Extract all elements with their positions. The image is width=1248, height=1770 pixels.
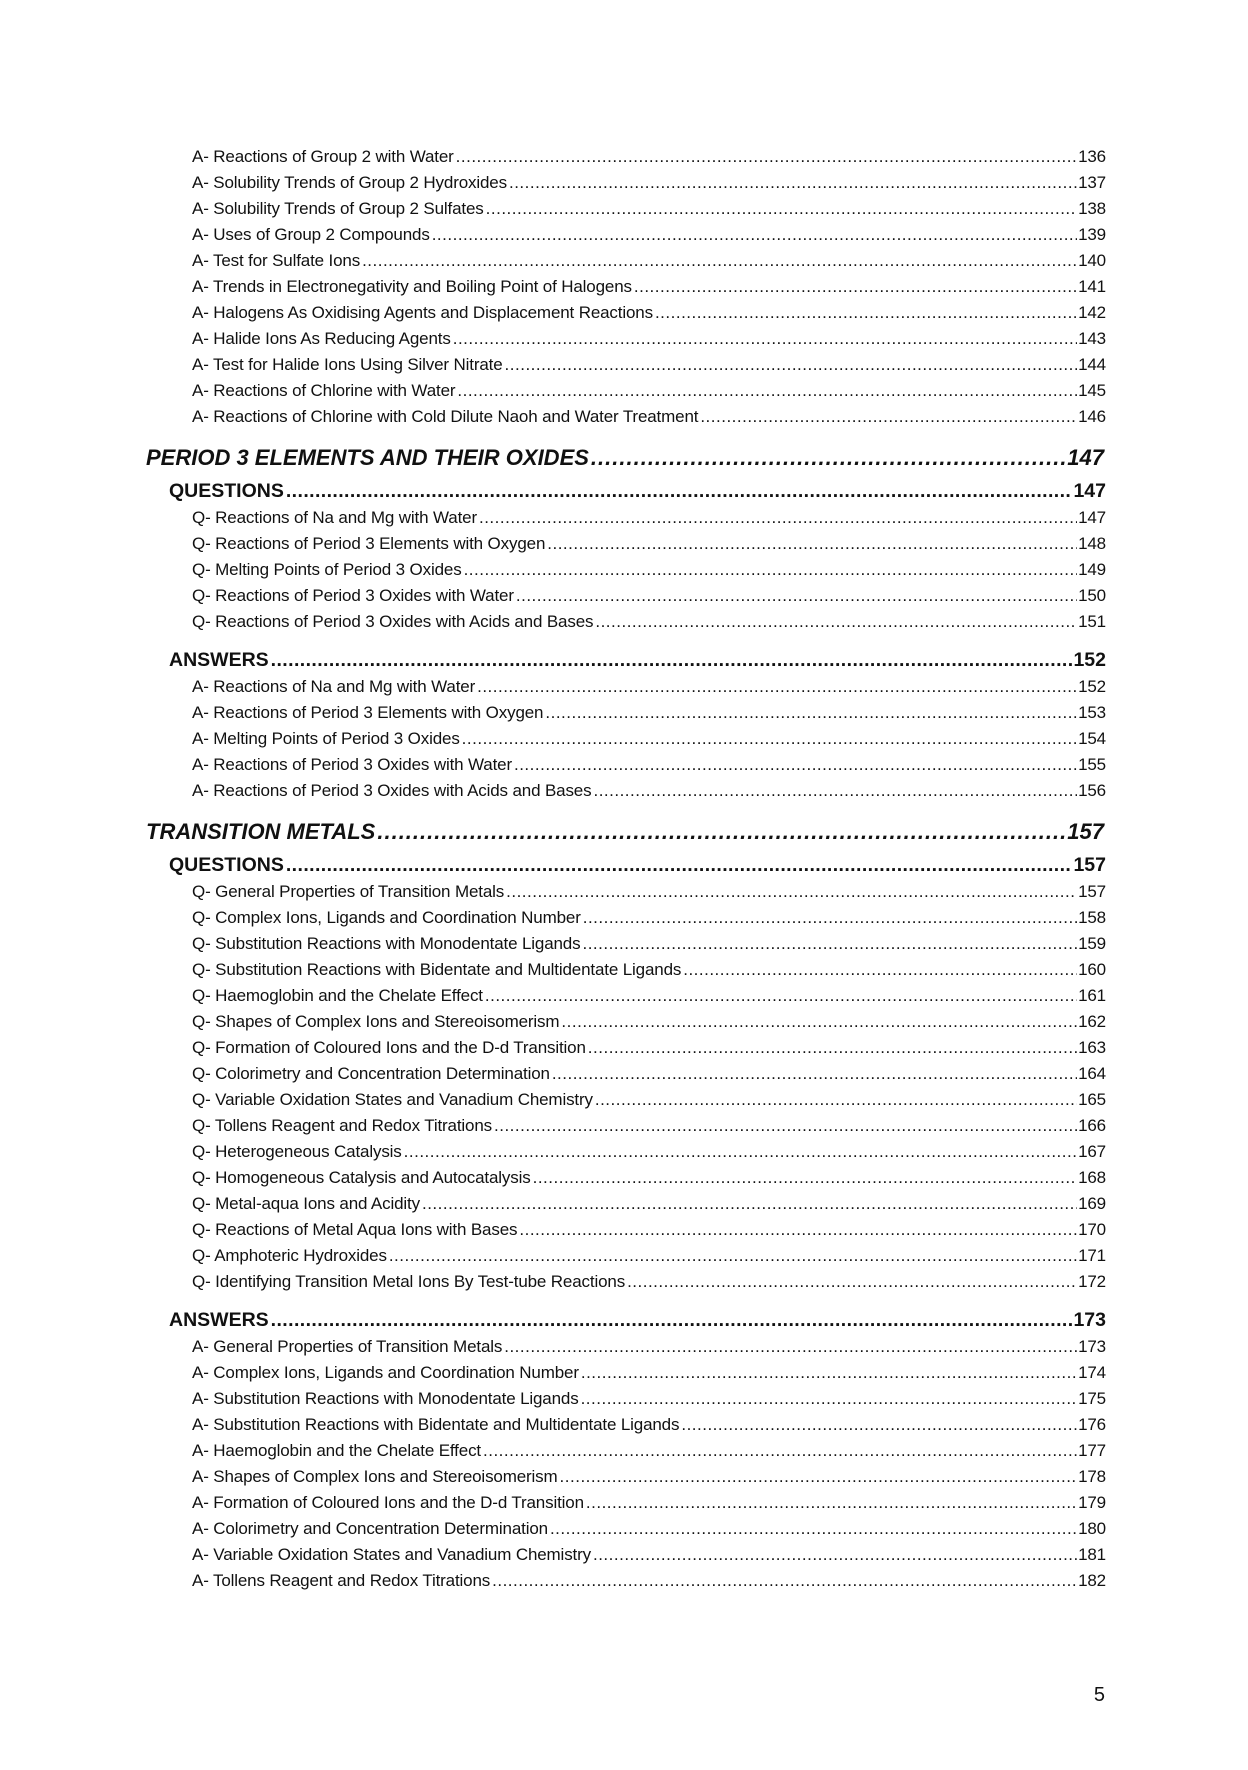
toc-entry-title: A- Uses of Group 2 Compounds bbox=[192, 225, 430, 244]
toc-entry[interactable] bbox=[146, 1412, 1106, 1438]
dot-leader bbox=[486, 196, 1077, 222]
dot-leader bbox=[456, 144, 1077, 170]
toc-section-heading-page: 152 bbox=[1073, 649, 1106, 671]
toc-entry[interactable] bbox=[146, 1568, 1106, 1594]
toc-entry-title: Q- Melting Points of Period 3 Oxides bbox=[192, 560, 462, 579]
toc-entry-page: 165 bbox=[1078, 1090, 1106, 1109]
toc-entry[interactable] bbox=[146, 557, 1106, 583]
toc-entry-title: Q- General Properties of Transition Metals bbox=[192, 882, 505, 901]
toc-entry[interactable] bbox=[146, 931, 1106, 957]
toc-entry-title: A- Reactions of Period 3 Oxides with Acids and Bases bbox=[192, 781, 592, 800]
toc-entry-page: 143 bbox=[1078, 329, 1106, 348]
toc-entry[interactable] bbox=[146, 726, 1106, 752]
dot-leader bbox=[505, 352, 1078, 378]
toc-entry-page: 146 bbox=[1078, 407, 1106, 426]
toc-entry-page: 170 bbox=[1078, 1220, 1106, 1239]
toc-entry-title: A- Variable Oxidation States and Vanadium Chemistry bbox=[192, 1545, 591, 1564]
toc-entry-page: 161 bbox=[1078, 986, 1106, 1005]
toc-entry-page: 137 bbox=[1078, 173, 1106, 192]
toc-entry-title: Q- Amphoteric Hydroxides bbox=[192, 1246, 387, 1265]
toc-entry-page: 172 bbox=[1078, 1272, 1106, 1291]
toc-entry[interactable] bbox=[146, 505, 1106, 531]
toc-entry-title: Q- Identifying Transition Metal Ions By Test-tube Reactions bbox=[192, 1272, 626, 1291]
dot-leader bbox=[681, 1412, 1077, 1438]
toc-entry-title: A- Halide Ions As Reducing Agents bbox=[192, 329, 451, 348]
toc-entry-page: 156 bbox=[1078, 781, 1106, 800]
toc-entry-title: Q- Homogeneous Catalysis and Autocatalysis bbox=[192, 1168, 531, 1187]
dot-leader bbox=[655, 300, 1077, 326]
dot-leader bbox=[516, 583, 1077, 609]
dot-leader bbox=[494, 1113, 1077, 1139]
dot-leader bbox=[700, 404, 1077, 430]
toc-entry-title: Q- Variable Oxidation States and Vanadium Chemistry bbox=[192, 1090, 593, 1109]
toc-entry-page: 167 bbox=[1078, 1142, 1106, 1161]
toc-entry-page: 138 bbox=[1078, 199, 1106, 218]
toc-entry-page: 168 bbox=[1078, 1168, 1106, 1187]
toc-chapter-heading-page: 147 bbox=[1067, 445, 1104, 470]
toc-entry-page: 151 bbox=[1078, 612, 1106, 631]
toc-section-heading[interactable] bbox=[146, 646, 1106, 674]
toc-entry-title: A- Test for Sulfate Ions bbox=[192, 251, 361, 270]
toc-entry-page: 175 bbox=[1078, 1389, 1106, 1408]
toc-entry-title: A- Substitution Reactions with Bidentate and Multidentate Ligands bbox=[192, 1415, 680, 1434]
toc-entry-page: 136 bbox=[1078, 147, 1106, 166]
dot-leader bbox=[591, 443, 1066, 473]
toc-entry-page: 162 bbox=[1078, 1012, 1106, 1031]
toc-entry-page: 163 bbox=[1078, 1038, 1106, 1057]
dot-leader bbox=[509, 170, 1077, 196]
toc-entry-page: 159 bbox=[1078, 934, 1106, 953]
toc-entry-page: 164 bbox=[1078, 1064, 1106, 1083]
dot-leader bbox=[588, 1035, 1077, 1061]
dot-leader bbox=[404, 1139, 1077, 1165]
toc-section-heading-title: QUESTIONS bbox=[169, 480, 284, 502]
toc-entry-title: A- Halogens As Oxidising Agents and Displacement Reactions bbox=[192, 303, 653, 322]
toc-entry[interactable] bbox=[146, 1386, 1106, 1412]
toc-entry-title: A- Colorimetry and Concentration Determination bbox=[192, 1519, 548, 1538]
toc-section-heading-page: 147 bbox=[1073, 480, 1106, 502]
toc-entry[interactable] bbox=[146, 170, 1106, 196]
dot-leader bbox=[477, 674, 1077, 700]
dot-leader bbox=[422, 1191, 1077, 1217]
toc-entry[interactable] bbox=[146, 879, 1106, 905]
toc-entry-page: 176 bbox=[1078, 1415, 1106, 1434]
toc-section-heading-page: 173 bbox=[1073, 1309, 1106, 1331]
toc-entry-page: 154 bbox=[1078, 729, 1106, 748]
toc-entry-page: 166 bbox=[1078, 1116, 1106, 1135]
toc-entry-title: A- Reactions of Period 3 Oxides with Water bbox=[192, 755, 512, 774]
dot-leader bbox=[464, 557, 1078, 583]
dot-leader bbox=[271, 1306, 1073, 1334]
toc-entry-title: A- Formation of Coloured Ions and the D-d Transition bbox=[192, 1493, 584, 1512]
toc-entry[interactable] bbox=[146, 778, 1106, 804]
toc-entry-page: 155 bbox=[1078, 755, 1106, 774]
dot-leader bbox=[545, 700, 1077, 726]
toc-entry-page: 141 bbox=[1078, 277, 1106, 296]
toc-entry-title: Q- Reactions of Period 3 Elements with Oxygen bbox=[192, 534, 546, 553]
toc-entry-page: 140 bbox=[1078, 251, 1106, 270]
toc-entry-title: Q- Reactions of Metal Aqua Ions with Bases bbox=[192, 1220, 518, 1239]
dot-leader bbox=[479, 505, 1077, 531]
toc-entry[interactable] bbox=[146, 1139, 1106, 1165]
toc-entry[interactable] bbox=[146, 196, 1106, 222]
dot-leader bbox=[492, 1568, 1077, 1594]
dot-leader bbox=[377, 817, 1066, 847]
toc-entry-page: 173 bbox=[1078, 1337, 1106, 1356]
toc-entry-page: 180 bbox=[1078, 1519, 1106, 1538]
toc-entry-title: Q- Substitution Reactions with Bidentate and Multidentate Ligands bbox=[192, 960, 682, 979]
toc-entry-page: 179 bbox=[1078, 1493, 1106, 1512]
toc-entry[interactable] bbox=[146, 1516, 1106, 1542]
toc-entry[interactable] bbox=[146, 1061, 1106, 1087]
dot-leader bbox=[483, 1438, 1077, 1464]
toc-entry[interactable] bbox=[146, 1009, 1106, 1035]
toc-entry-title: A- Solubility Trends of Group 2 Hydroxides bbox=[192, 173, 507, 192]
toc-entry-title: A- Reactions of Chlorine with Water bbox=[192, 381, 456, 400]
toc-entry[interactable] bbox=[146, 1243, 1106, 1269]
toc-entry-title: Q- Reactions of Period 3 Oxides with Water bbox=[192, 586, 514, 605]
toc-entry-page: 182 bbox=[1078, 1571, 1106, 1590]
toc-entry-title: A- Haemoglobin and the Chelate Effect bbox=[192, 1441, 481, 1460]
dot-leader bbox=[627, 1269, 1077, 1295]
dot-leader bbox=[552, 1061, 1077, 1087]
toc-entry[interactable] bbox=[146, 274, 1106, 300]
toc-entry-page: 174 bbox=[1078, 1363, 1106, 1382]
toc-entry[interactable] bbox=[146, 248, 1106, 274]
toc-entry-title: A- Complex Ions, Ligands and Coordination Number bbox=[192, 1363, 579, 1382]
toc-entry[interactable] bbox=[146, 983, 1106, 1009]
dot-leader bbox=[581, 1360, 1077, 1386]
toc-entry-page: 158 bbox=[1078, 908, 1106, 927]
toc-entry[interactable] bbox=[146, 1113, 1106, 1139]
toc-entry[interactable] bbox=[146, 144, 1106, 170]
toc-entry[interactable] bbox=[146, 1542, 1106, 1568]
toc-entry[interactable] bbox=[146, 1269, 1106, 1295]
dot-leader bbox=[683, 957, 1077, 983]
toc-entry-title: Q- Formation of Coloured Ions and the D-d Transition bbox=[192, 1038, 586, 1057]
dot-leader bbox=[462, 726, 1077, 752]
toc-entry-page: 150 bbox=[1078, 586, 1106, 605]
toc-entry[interactable] bbox=[146, 1217, 1106, 1243]
dot-leader bbox=[561, 1009, 1077, 1035]
toc-entry-title: Q- Reactions of Period 3 Oxides with Acids and Bases bbox=[192, 612, 594, 631]
toc-entry-page: 157 bbox=[1078, 882, 1106, 901]
toc-entry-title: A- Reactions of Na and Mg with Water bbox=[192, 677, 476, 696]
toc-entry-title: Q- Heterogeneous Catalysis bbox=[192, 1142, 402, 1161]
toc-section-heading-title: ANSWERS bbox=[169, 649, 269, 671]
toc-entry-page: 171 bbox=[1078, 1246, 1106, 1265]
toc-entry-page: 153 bbox=[1078, 703, 1106, 722]
toc-entry-page: 144 bbox=[1078, 355, 1106, 374]
toc-entry[interactable] bbox=[146, 300, 1106, 326]
toc-entry-title: Q- Substitution Reactions with Monodentate Ligands bbox=[192, 934, 581, 953]
toc-entry[interactable] bbox=[146, 1165, 1106, 1191]
dot-leader bbox=[432, 222, 1077, 248]
toc-entry[interactable] bbox=[146, 378, 1106, 404]
dot-leader bbox=[582, 931, 1077, 957]
toc-entry[interactable] bbox=[146, 1360, 1106, 1386]
page-number: 5 bbox=[1093, 1684, 1105, 1706]
toc-entry[interactable] bbox=[146, 905, 1106, 931]
dot-leader bbox=[362, 248, 1077, 274]
toc-chapter-heading-title: TRANSITION METALS bbox=[146, 819, 376, 844]
toc-entry-title: Q- Tollens Reagent and Redox Titrations bbox=[192, 1116, 493, 1135]
dot-leader bbox=[634, 274, 1077, 300]
dot-leader bbox=[485, 983, 1077, 1009]
toc-section-heading-page: 157 bbox=[1073, 854, 1106, 876]
toc-entry[interactable] bbox=[146, 1087, 1106, 1113]
toc-chapter-heading[interactable] bbox=[146, 443, 1106, 473]
toc-entry[interactable] bbox=[146, 352, 1106, 378]
table-of-contents bbox=[146, 144, 1106, 1594]
dot-leader bbox=[519, 1217, 1077, 1243]
toc-entry[interactable] bbox=[146, 326, 1106, 352]
toc-entry-title: A- Reactions of Group 2 with Water bbox=[192, 147, 454, 166]
dot-leader bbox=[595, 609, 1077, 635]
toc-entry-page: 178 bbox=[1078, 1467, 1106, 1486]
dot-leader bbox=[504, 1334, 1077, 1360]
toc-entry[interactable] bbox=[146, 222, 1106, 248]
dot-leader bbox=[453, 326, 1077, 352]
toc-entry[interactable] bbox=[146, 674, 1106, 700]
dot-leader bbox=[286, 851, 1073, 879]
toc-entry-title: Q- Reactions of Na and Mg with Water bbox=[192, 508, 477, 527]
toc-entry[interactable] bbox=[146, 1035, 1106, 1061]
toc-entry-page: 142 bbox=[1078, 303, 1106, 322]
toc-entry[interactable] bbox=[146, 1464, 1106, 1490]
dot-leader bbox=[389, 1243, 1077, 1269]
toc-entry[interactable] bbox=[146, 957, 1106, 983]
toc-chapter-heading-page: 157 bbox=[1067, 819, 1104, 844]
toc-section-heading[interactable] bbox=[146, 477, 1106, 505]
toc-entry-page: 148 bbox=[1078, 534, 1106, 553]
dot-leader bbox=[550, 1516, 1077, 1542]
toc-entry-page: 147 bbox=[1078, 508, 1106, 527]
dot-leader bbox=[593, 778, 1077, 804]
toc-entry-title: Q- Colorimetry and Concentration Determination bbox=[192, 1064, 550, 1083]
toc-entry-page: 139 bbox=[1078, 225, 1106, 244]
toc-entry-title: Q- Haemoglobin and the Chelate Effect bbox=[192, 986, 483, 1005]
toc-entry-title: A- Reactions of Period 3 Elements with Oxygen bbox=[192, 703, 544, 722]
toc-entry-title: A- Reactions of Chlorine with Cold Dilute Naoh and Water Treatment bbox=[192, 407, 699, 426]
toc-entry[interactable] bbox=[146, 404, 1106, 430]
toc-section-heading-title: QUESTIONS bbox=[169, 854, 284, 876]
toc-entry-page: 152 bbox=[1078, 677, 1106, 696]
toc-entry[interactable] bbox=[146, 1490, 1106, 1516]
dot-leader bbox=[560, 1464, 1078, 1490]
toc-entry-title: A- Trends in Electronegativity and Boiling Point of Halogens bbox=[192, 277, 632, 296]
toc-entry-title: A- Test for Halide Ions Using Silver Nitrate bbox=[192, 355, 503, 374]
toc-chapter-heading[interactable] bbox=[146, 817, 1106, 847]
toc-entry-title: A- Solubility Trends of Group 2 Sulfates bbox=[192, 199, 484, 218]
toc-entry[interactable] bbox=[146, 531, 1106, 557]
toc-entry[interactable] bbox=[146, 609, 1106, 635]
dot-leader bbox=[547, 531, 1077, 557]
dot-leader bbox=[514, 752, 1077, 778]
toc-entry-page: 177 bbox=[1078, 1441, 1106, 1460]
dot-leader bbox=[506, 879, 1077, 905]
toc-chapter-heading-title: PERIOD 3 ELEMENTS AND THEIR OXIDES bbox=[146, 445, 589, 470]
toc-section-heading-title: ANSWERS bbox=[169, 1309, 269, 1331]
toc-entry-title: Q- Metal-aqua Ions and Acidity bbox=[192, 1194, 420, 1213]
dot-leader bbox=[581, 1386, 1078, 1412]
toc-entry-page: 160 bbox=[1078, 960, 1106, 979]
dot-leader bbox=[533, 1165, 1077, 1191]
toc-entry-page: 169 bbox=[1078, 1194, 1106, 1213]
toc-entry-title: A- Tollens Reagent and Redox Titrations bbox=[192, 1571, 491, 1590]
toc-entry-title: Q- Complex Ions, Ligands and Coordination Number bbox=[192, 908, 581, 927]
toc-entry-title: A- Melting Points of Period 3 Oxides bbox=[192, 729, 460, 748]
toc-entry-title: A- Substitution Reactions with Monodentate Ligands bbox=[192, 1389, 579, 1408]
toc-entry[interactable] bbox=[146, 1191, 1106, 1217]
toc-entry[interactable] bbox=[146, 1334, 1106, 1360]
toc-entry-page: 145 bbox=[1078, 381, 1106, 400]
toc-entry[interactable] bbox=[146, 1438, 1106, 1464]
toc-entry-page: 149 bbox=[1078, 560, 1106, 579]
toc-entry-title: A- Shapes of Complex Ions and Stereoisomerism bbox=[192, 1467, 558, 1486]
dot-leader bbox=[593, 1542, 1077, 1568]
toc-entry-title: A- General Properties of Transition Metals bbox=[192, 1337, 503, 1356]
dot-leader bbox=[457, 378, 1077, 404]
toc-entry[interactable] bbox=[146, 700, 1106, 726]
toc-entry-title: Q- Shapes of Complex Ions and Stereoisomerism bbox=[192, 1012, 560, 1031]
dot-leader bbox=[286, 477, 1073, 505]
dot-leader bbox=[586, 1490, 1077, 1516]
toc-section-heading[interactable] bbox=[146, 851, 1106, 879]
dot-leader bbox=[583, 905, 1077, 931]
toc-section-heading[interactable] bbox=[146, 1306, 1106, 1334]
toc-entry[interactable] bbox=[146, 752, 1106, 778]
toc-entry-page: 181 bbox=[1078, 1545, 1106, 1564]
dot-leader bbox=[271, 646, 1073, 674]
dot-leader bbox=[595, 1087, 1077, 1113]
toc-entry[interactable] bbox=[146, 583, 1106, 609]
